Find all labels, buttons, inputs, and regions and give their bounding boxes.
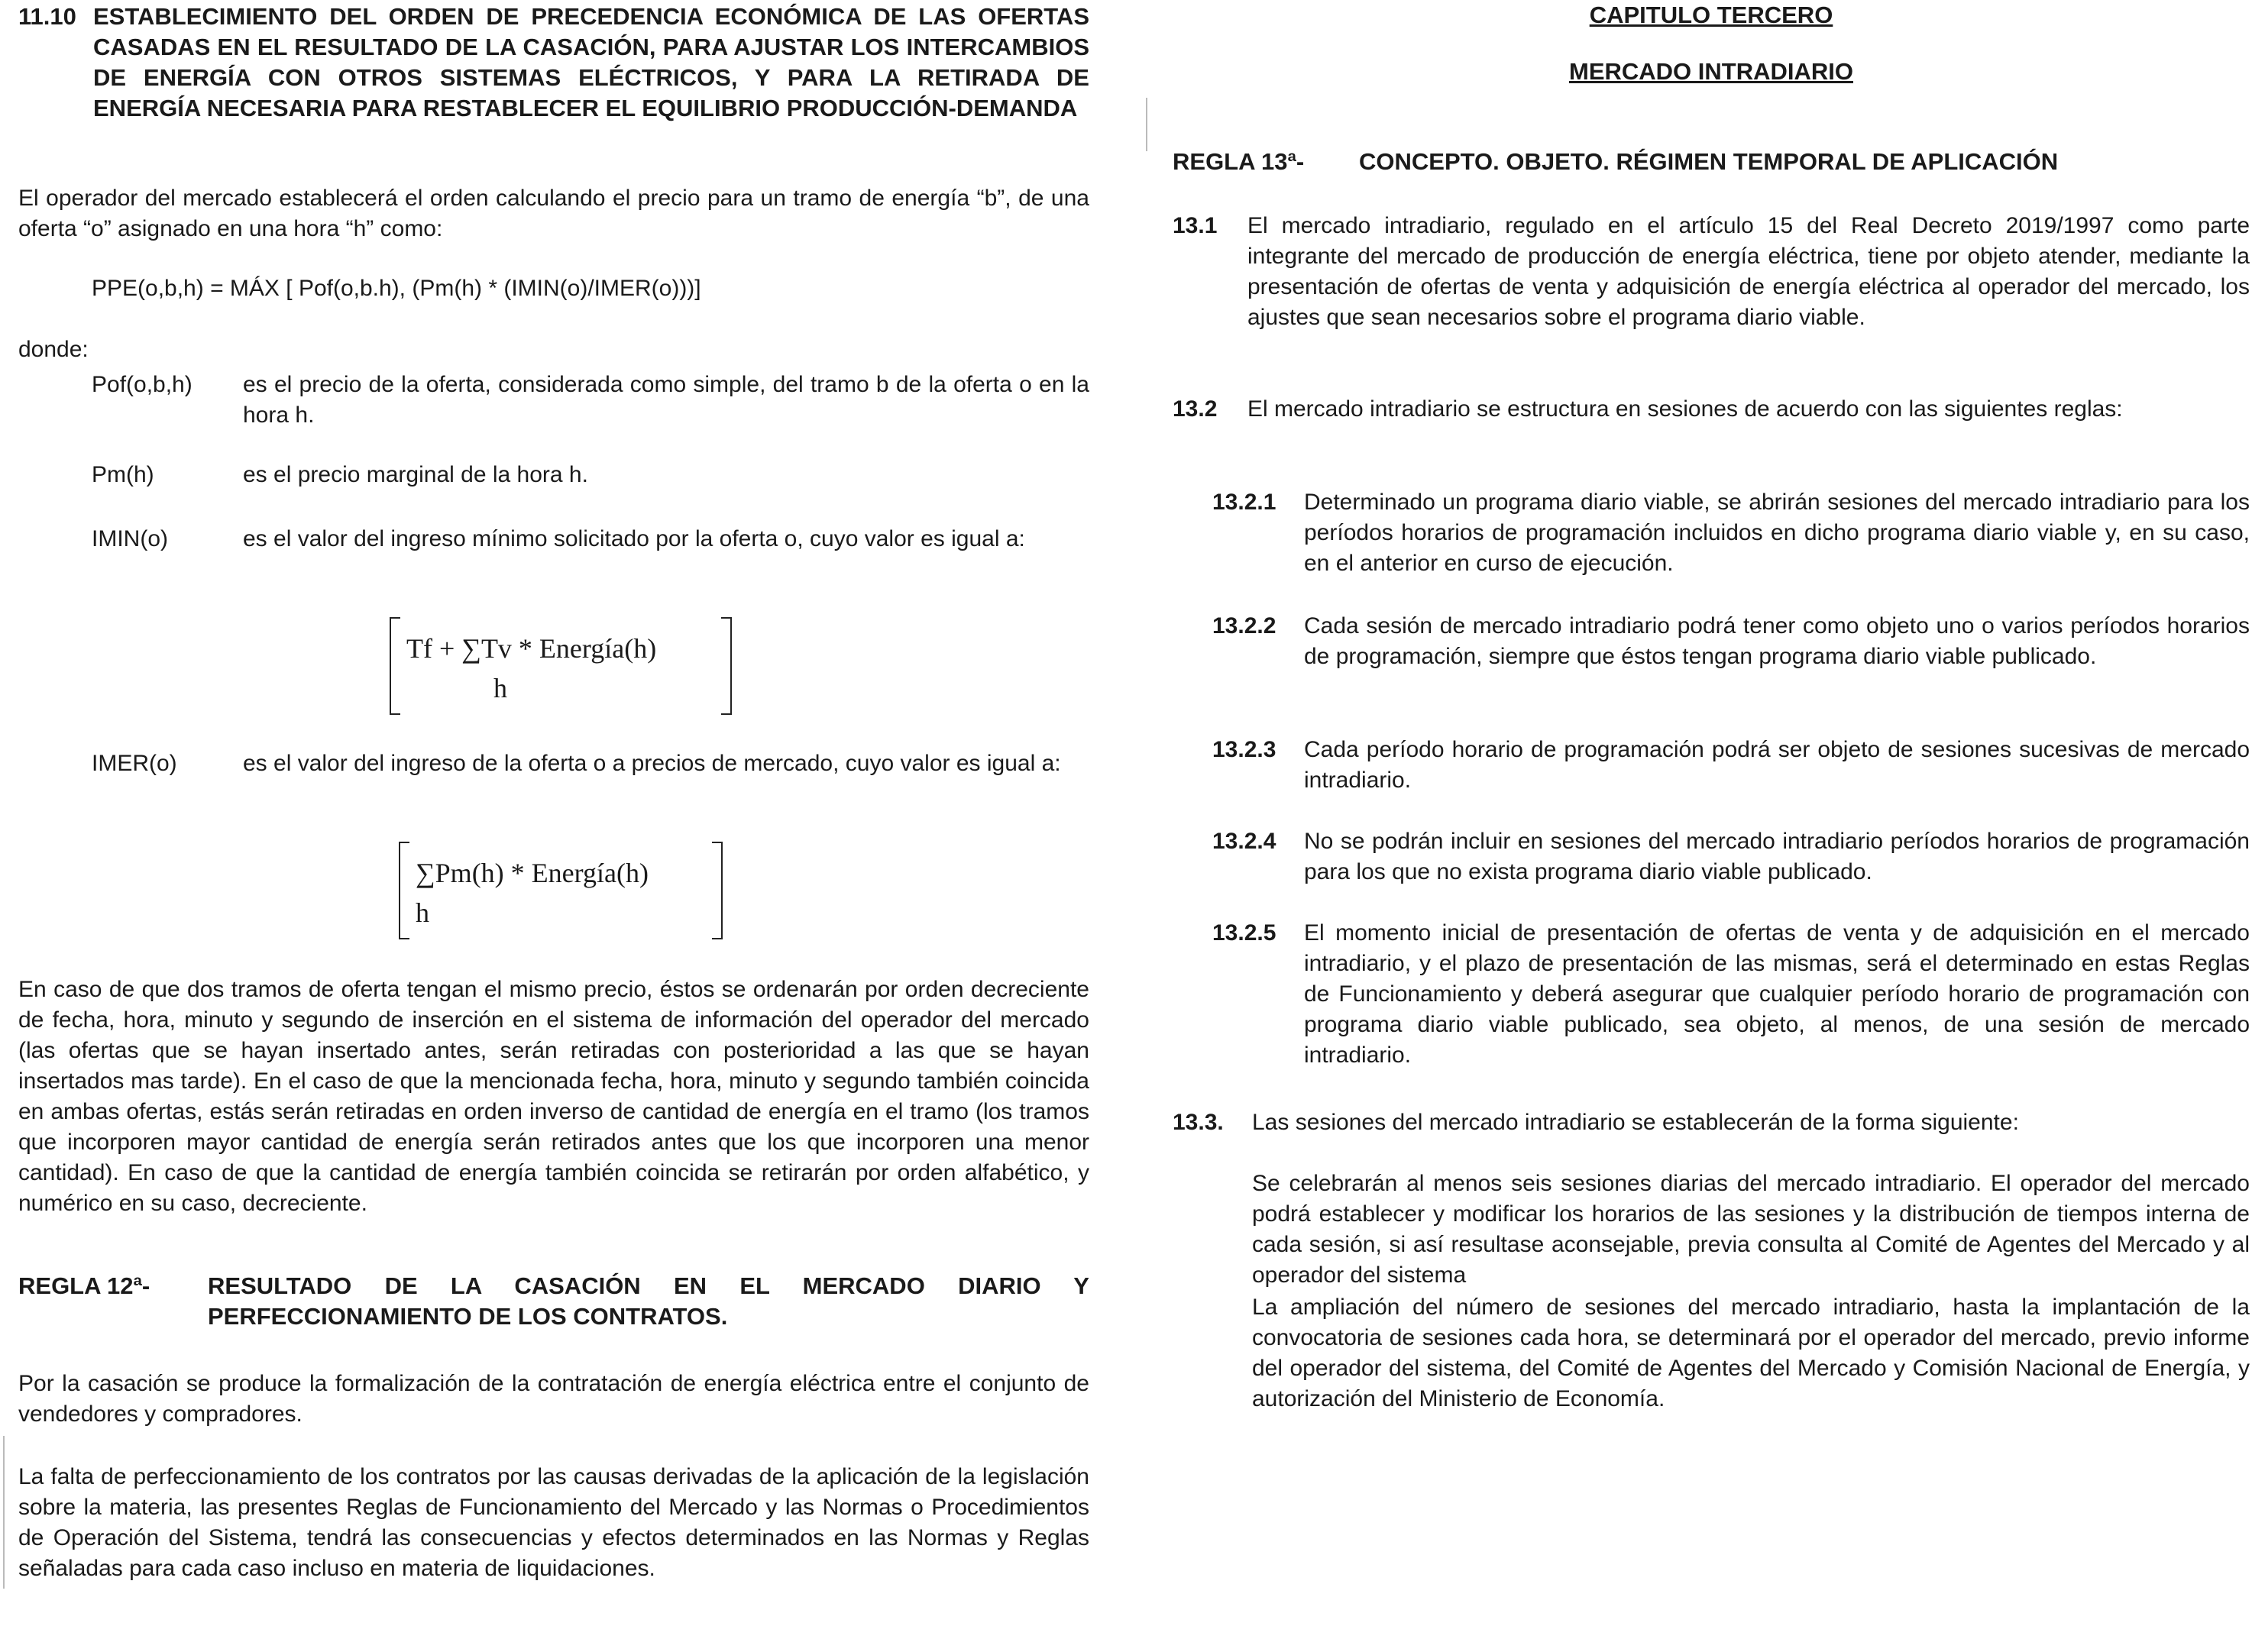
- imin-formula-expression: Tf + ∑Tv * Energía(h): [406, 633, 657, 664]
- imin-formula-subscript: h: [493, 673, 507, 703]
- scan-mark: [3, 1436, 5, 1589]
- definition-desc-pm: es el precio marginal de la hora h.: [243, 462, 588, 487]
- item-number: 13.2.3: [1212, 737, 1276, 762]
- imer-formula-subscript: h: [416, 897, 429, 928]
- definition-term-pof: Pof(o,b,h): [92, 372, 193, 397]
- section-number: 11.10: [18, 3, 76, 30]
- item-number: 13.2.1: [1212, 490, 1276, 515]
- item-13-2-5: [1212, 918, 2250, 1071]
- chapter-heading: CAPITULO TERCERO: [1589, 2, 1833, 28]
- scan-mark: [1146, 98, 1147, 151]
- item-text: Cada sesión de mercado intradiario podrá tener como objeto uno o varios períodos horarios de programación, siempre que éstos tengan programa diario viable publicado.: [1304, 613, 2250, 669]
- chapter-title: MERCADO INTRADIARIO: [1569, 58, 1853, 85]
- item-number: 13.2: [1173, 396, 1218, 422]
- rule-12-title: RESULTADO DE LA CASACIÓN EN EL MERCADO DIARIO Y PERFECCIONAMIENTO DE LOS CONTRATOS.: [208, 1272, 1089, 1330]
- rule-13-title: CONCEPTO. OBJETO. RÉGIMEN TEMPORAL DE APLICACIÓN: [1359, 148, 2059, 175]
- donde-label: donde:: [18, 337, 89, 362]
- right-bracket: [712, 842, 723, 939]
- item-13-2-2: [1212, 611, 2250, 672]
- item-number: 13.2.4: [1212, 829, 1276, 854]
- rule-12-label: REGLA 12ª-: [18, 1272, 150, 1299]
- item-13-2-4: [1212, 826, 2250, 887]
- definition-term-imer: IMER(o): [92, 751, 177, 776]
- imer-formula-matrix: [399, 842, 723, 939]
- item-text: Las sesiones del mercado intradiario se establecerán de la forma siguiente:: [1252, 1110, 2019, 1135]
- item-13-1: [1173, 211, 2250, 333]
- tie-break-paragraph: En caso de que dos tramos de oferta tengan el mismo precio, éstos se ordenarán por orden decreciente de fecha, hora, minuto y segundo de inserción en el sistema de información del operador del mercado (las ofertas que se hayan insertado antes, serán retiradas con posterioridad a las que se hayan insertados mas tarde). En el caso de que la mencionada fecha, hora, minuto y segundo también coincida en ambas ofertas, estás serán retiradas en orden inverso de cantidad de energía en el tramo (los tramos que incorporen mayor cantidad de energía serán retirados antes que los que incorporen una menor cantidad). En caso de que la cantidad de energía también coincida se retirarán por orden alfabético, y numérico en su caso, decreciente.: [18, 977, 1089, 1216]
- section-11-10-heading: [18, 2, 1089, 124]
- definition-desc-imin: es el valor del ingreso mínimo solicitado por la oferta o, cuyo valor es igual a:: [243, 526, 1025, 551]
- left-bracket: [399, 842, 409, 939]
- section-title: ESTABLECIMIENTO DEL ORDEN DE PRECEDENCIA ECONÓMICA DE LAS OFERTAS CASADAS EN EL RESULTADO DE LA CASACIÓN, PARA AJUSTAR LOS INTERCAMBIOS DE ENERGÍA CON OTROS SISTEMAS ELÉCTRICOS, Y PARA LA RETIRADA DE ENERGÍA NECESARIA PARA RESTABLECER EL EQUILIBRIO PRODUCCIÓN-DEMANDA: [93, 3, 1089, 121]
- definition-desc-pof: es el precio de la oferta, considerada como simple, del tramo b de la oferta o en la hora h.: [243, 372, 1089, 428]
- intro-paragraph: El operador del mercado establecerá el orden calculando el precio para un tramo de energía “b”, de una oferta “o” asignado en una hora “h” como:: [18, 186, 1089, 241]
- imin-formula-matrix: [390, 617, 732, 715]
- item-text: Cada período horario de programación podrá ser objeto de sesiones sucesivas de mercado intradiario.: [1304, 737, 2250, 793]
- item-13-2: [1173, 394, 2250, 425]
- item-number: 13.1: [1173, 213, 1218, 238]
- item-13-2-1: [1212, 487, 2250, 579]
- definition-term-pm: Pm(h): [92, 462, 154, 487]
- rule-12-paragraph-2: La falta de perfeccionamiento de los contratos por las causas derivadas de la aplicación de la legislación sobre la materia, las presentes Reglas de Funcionamiento del Mercado y las Normas o Procedimientos de Operación del Sistema, tendrá las consecuencias y efectos determinados en las Normas y Reglas señaladas para cada caso incluso en materia de liquidaciones.: [18, 1464, 1089, 1581]
- rule-12-paragraph-1: Por la casación se produce la formalización de la contratación de energía eléctrica entre el conjunto de vendedores y compradores.: [18, 1371, 1089, 1427]
- left-bracket: [390, 617, 400, 715]
- item-13-3: [1173, 1107, 2250, 1138]
- item-13-3-paragraph-1: Se celebrarán al menos seis sesiones diarias del mercado intradiario. El operador del mercado podrá establecer y modificar los horarios de las sesiones y la distribución de tiempos interna de cada sesión, si así resultase aconsejable, previa consulta al Comité de Agentes del Mercado y al operador del sistema: [1252, 1171, 2250, 1288]
- rule-13-label: REGLA 13ª-: [1173, 148, 1305, 175]
- item-number: 13.2.2: [1212, 613, 1276, 638]
- item-13-2-3: [1212, 735, 2250, 796]
- imer-formula-expression: ∑Pm(h) * Energía(h): [416, 858, 649, 888]
- item-number: 13.3.: [1173, 1110, 1224, 1135]
- item-13-3-paragraph-2: La ampliación del número de sesiones del mercado intradiario, hasta la implantación de la convocatoria de sesiones cada hora, se determinará por el operador del mercado, previo informe del operador del sistema, del Comité de Agentes del Mercado y Comisión Nacional de Energía, y autorización del Ministerio de Economía.: [1252, 1295, 2250, 1411]
- definition-term-imin: IMIN(o): [92, 526, 168, 551]
- right-bracket: [721, 617, 732, 715]
- item-text: El mercado intradiario, regulado en el artículo 15 del Real Decreto 2019/1997 como parte integrante del mercado de producción de energía eléctrica, tiene por objeto atender, mediante la presentación de ofertas de venta y adquisición de energía eléctrica al operador del mercado, los ajustes que sean necesarios sobre el programa diario viable.: [1247, 213, 2250, 330]
- item-text: Determinado un programa diario viable, se abrirán sesiones del mercado intradiario para los períodos horarios de programación incluidos en dicho programa diario viable y, en su caso, en el anterior en curso de ejecución.: [1304, 490, 2250, 576]
- item-text: No se podrán incluir en sesiones del mercado intradiario períodos horarios de programación para los que no exista programa diario viable publicado.: [1304, 829, 2250, 884]
- item-number: 13.2.5: [1212, 920, 1276, 946]
- ppe-formula: PPE(o,b,h) = MÁX [ Pof(o,b.h), (Pm(h) * (IMIN(o)/IMER(o)))]: [92, 276, 701, 301]
- definition-desc-imer: es el valor del ingreso de la oferta o a precios de mercado, cuyo valor es igual a:: [243, 751, 1061, 776]
- item-text: El momento inicial de presentación de ofertas de venta y de adquisición en el mercado intradiario, y el plazo de presentación de las mismas, será el determinado en estas Reglas de Funcionamiento y deberá asegurar que cualquier período horario de programación con programa diario viable publicado, sea objeto, al menos, de una sesión de mercado intradiario.: [1304, 920, 2250, 1068]
- rule-12-heading: [18, 1271, 1089, 1332]
- item-text: El mercado intradiario se estructura en sesiones de acuerdo con las siguientes reglas:: [1247, 396, 2123, 422]
